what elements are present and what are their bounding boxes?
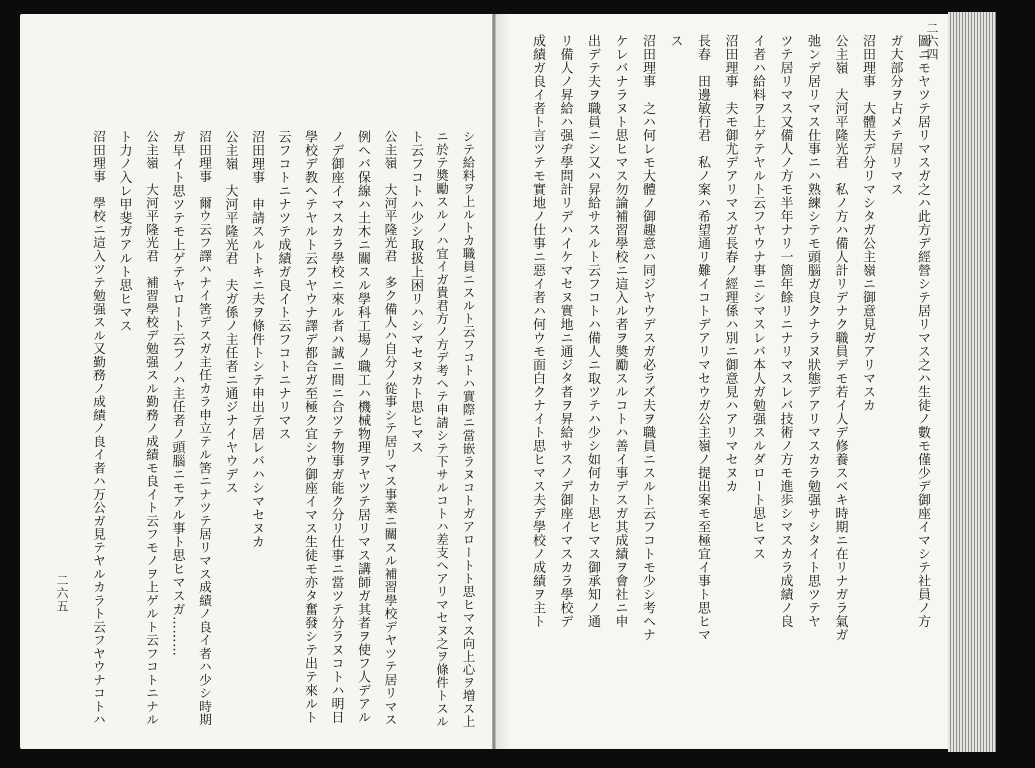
page-number: 二六五 bbox=[55, 574, 69, 613]
text-column: 沼田理事 爾ウ云フ譯ハナイ筈デスガ主任カラ申立テル筈ニナツテ居リマス成績ノ良イ者ハ少シ時期 bbox=[196, 130, 211, 727]
text-column: 成績ガ良イ者ト言ツテモ實地ノ仕事ニ惡イ者ハ何ウモ面白クナイト思ヒマス夫デ學校ノ成績ヲ主ト bbox=[530, 34, 545, 628]
text-column: 學校デ教ヘテヤルト云フヤウナ譯デ都合ガ至極ク宜シウ御座イマス生徒モ亦タ奮發シテ出テ來ルト bbox=[302, 130, 317, 724]
page-edges bbox=[948, 12, 996, 752]
text-column: ガ大部分ヲ占メテ居リマス bbox=[887, 34, 903, 196]
text-column: 長春 田邊敏行君 私ノ案ハ希望通リ難イコトデアリマセウガ公主嶺ノ提出案モ至極宜イ事ト思ヒマ bbox=[695, 34, 710, 642]
text-column: ト力ノ入レ甲斐ガアルト思ヒマス bbox=[116, 130, 132, 333]
text-column: 沼田理事 大體夫デ分リマシタガ公主嶺ニ御意見ガアリマスカ bbox=[860, 34, 875, 412]
text-column: ス bbox=[667, 34, 683, 48]
text-column: 云フコトニナツテ成績ガ良イト云フコトニナリマス bbox=[275, 130, 291, 441]
text-column: シテ給料ヲ上ルトカ職員ニスルト云フコトハ實際ニ當嵌ラヌコトガアロートト思ヒマス向上心ヲ増ス上 bbox=[461, 130, 476, 728]
text-column: 沼田理事 學校ニ這入ツテ勉强スル又勤務ノ成績ノ良イ者ハ万公ガ見テヤルカラト云フヤウナコトハ bbox=[90, 130, 105, 727]
text-column: 沼田理事 申請スルトキニ夫ヲ條件トシテ申出テ居レバハシマセヌカ bbox=[249, 130, 264, 549]
text-column: ニ於テ奬勵スルノハ宜イガ貴君方ノ方デ考ヘテ申請シテ下サルコトハ差支ヘアリマセヌ之ヲ條件トスル bbox=[434, 130, 450, 728]
right-page bbox=[496, 14, 948, 749]
text-column: 公主嶺 大河平隆光君 補習學校デ勉强スル勤務ノ成績モ良イト云フモノヲ上ゲルト云フコトニナル bbox=[143, 130, 158, 727]
text-column: 例ヘバ保線ハ土木ニ關スル學科工場ノ職工ハ機械物理ヲヤツテ居リマス講師ガ其者ヲ使フ人デアル bbox=[355, 130, 370, 724]
text-column: ト云フコトハ少シ取扱上困リハシマセヌカト思ヒマス bbox=[408, 130, 423, 454]
text-column: 公主嶺 大河平隆光君 私ノ方ハ備人計リデナク職員デモ若イ人デ修養スベキ時期ニ在リナガラ氣ガ bbox=[832, 34, 848, 642]
text-column: ツテ居リマス又備人ノ方モ半年ナリ一箇年餘リニナリマスレバ技術ノ方モ進歩シマスカラ成績ノ良 bbox=[777, 34, 793, 628]
text-column: 圖ニモヤツテ居リマスガ之ハ此方デ經營シテ居リマス之ハ生徒ノ數モ僅少デ御座イマシテ社員ノ方 bbox=[915, 34, 930, 628]
text-column: イ者ハ給料ヲ上ゲテヤルト云フヤウナ事ニシマスレバ本人ガ勉强スルダロート思ヒマス bbox=[750, 34, 765, 561]
text-column: ケレバナラヌト思ヒマス勿論補習學校ニ這入ル者ヲ奬勵スルコトハ善イ事デスガ其成績ヲ會社ニ申 bbox=[612, 34, 628, 628]
text-column: 公主嶺 大河平隆光君 多ク備人ハ自分ノ從事シテ居リマス事業ニ關スル補習學校デヤツテ居リマス bbox=[381, 130, 397, 727]
text-column: 弛ンデ居リマス仕事ニハ熟練シテモ頭腦ガ良クナラヌ狀態デアリマスカラ勉强サシタイト思ツテヤ bbox=[805, 34, 820, 628]
text-column: ノデ御座イマスカラ學校ニ來ル者ハ誠ニ間ニ合ツテ物事ガ能ク分リ仕事ニ當ツテ分ラヌコトハ明日 bbox=[328, 130, 344, 724]
text-column: 出デテ夫ヲ職員ニシ又ハ昇給サスルト云フコトハ備人ニ取ツテハ少シ如何カト思ヒマス御承知ノ通 bbox=[585, 34, 600, 628]
text-column: 沼田理事 夫モ御尤デアリマスガ長春ノ經理係ハ別ニ御意見ハアリマセヌカ bbox=[722, 34, 738, 493]
left-page bbox=[20, 14, 493, 749]
page-number: 二六四 bbox=[925, 22, 939, 61]
text-column: リ備人ノ昇給ハ强ヂ學問計リデハイケマセヌ實地ニ通ジタ者ヲ昇給サスノデ御座イマスカラ學校デ bbox=[557, 34, 573, 628]
text-column: ガ早イト思ツテモ上ゲテヤロート云フノハ主任者ノ頭腦ニモアル事ト思ヒマスガ……… bbox=[169, 130, 185, 657]
text-column: 公主嶺 大河平隆光君 夫ガ係ノ主任者ニ通ジナイヤウデス bbox=[222, 130, 238, 495]
text-column: 沼田理事 之ハ何レモ大體ノ御趣意ハ同ジヤウデスガ必ラズ夫ヲ職員ニスルト云フコトモ少シ考ヘナ bbox=[640, 34, 655, 642]
